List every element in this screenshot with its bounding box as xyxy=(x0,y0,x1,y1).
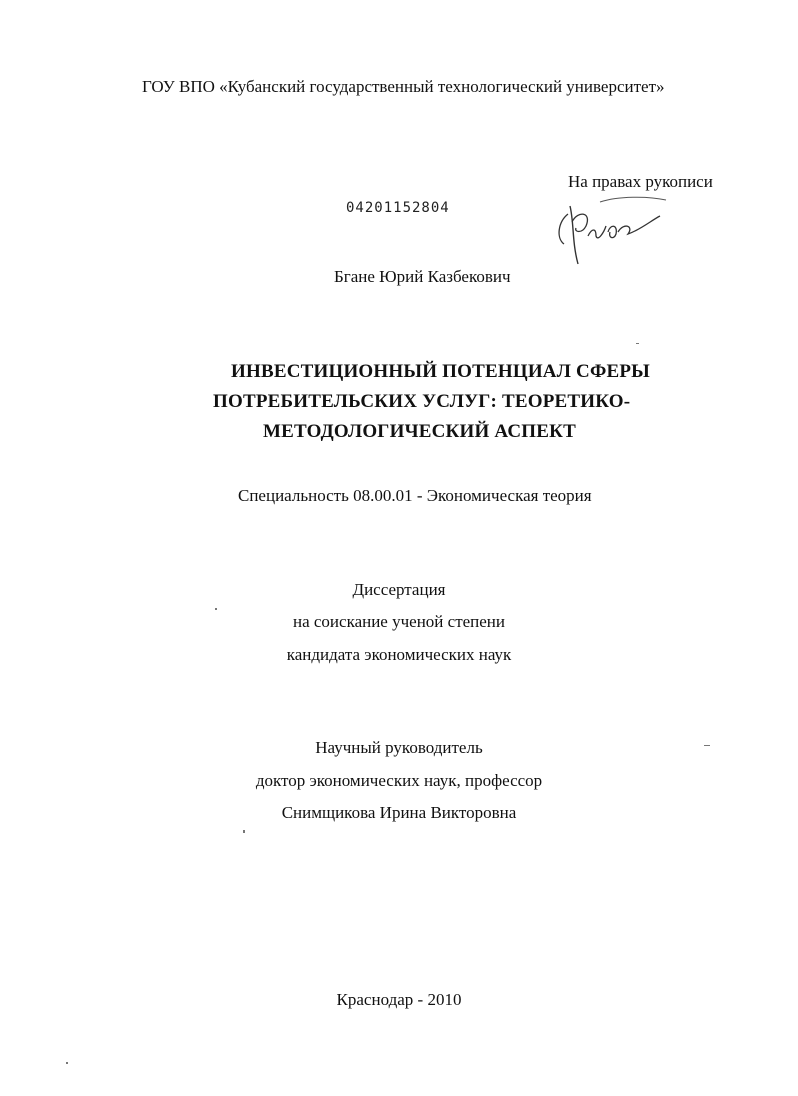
scan-speck xyxy=(215,608,217,610)
degree-line-2: на соискание ученой степени xyxy=(292,612,506,631)
manuscript-note: На правах рукописи xyxy=(568,172,713,191)
supervisor-line-2: доктор экономических наук, профессор xyxy=(255,771,543,790)
scan-speck xyxy=(66,1062,68,1064)
signature-icon xyxy=(548,192,673,272)
title-line-1: ИНВЕСТИЦИОННЫЙ ПОТЕНЦИАЛ СФЕРЫ xyxy=(231,361,650,382)
scan-speck xyxy=(636,343,639,344)
supervisor-line-1: Научный руководитель xyxy=(315,738,483,757)
scan-speck xyxy=(243,830,245,833)
title-line-3: МЕТОДОЛОГИЧЕСКИЙ АСПЕКТ xyxy=(263,421,576,442)
degree-line-3: кандидата экономических наук xyxy=(286,645,512,664)
supervisor-line-3: Снимщикова Ирина Викторовна xyxy=(281,803,517,822)
university-name: ГОУ ВПО «Кубанский государственный технологический университет» xyxy=(142,77,665,96)
author-name: Бгане Юрий Казбекович xyxy=(334,267,511,286)
degree-line-1: Диссертация xyxy=(352,580,446,599)
title-line-2: ПОТРЕБИТЕЛЬСКИХ УСЛУГ: ТЕОРЕТИКО- xyxy=(213,391,631,412)
scan-speck xyxy=(704,745,710,746)
specialty: Специальность 08.00.01 - Экономическая теория xyxy=(238,486,592,505)
inventory-number: 04201152804 xyxy=(346,200,450,216)
city-year: Краснодар - 2010 xyxy=(336,990,462,1009)
